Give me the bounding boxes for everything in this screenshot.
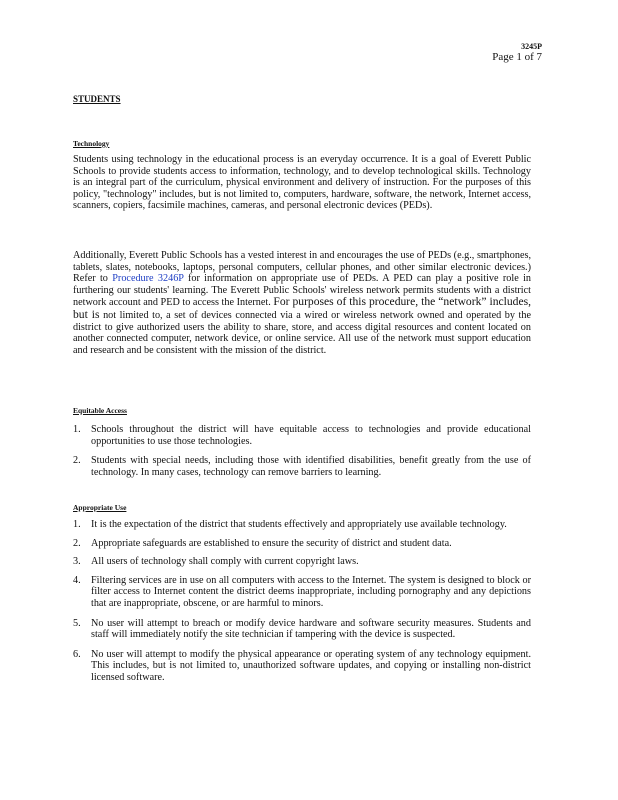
appropriate-use-list (73, 519, 531, 684)
list-item-text: Appropriate safeguards are established to ensure the security of district and student data. (91, 537, 452, 549)
p2-text-end: not limited to, a set of devices connected via a wired or wireless network owned and operated by the district to give authorized users the ability to share, store, and access digital resources and content located on another connected computer, network device, or online service. All use of the network must support education and research and be consistent with the mission of the district. (73, 309, 532, 356)
technology-heading: Technology (73, 139, 110, 148)
list-item-number: 1. (73, 519, 81, 530)
list-item-number: 4. (73, 574, 81, 586)
list-item-text: All users of technology shall comply with current copyright laws. (91, 556, 359, 568)
procedure-3246p-link[interactable]: Procedure 3246P (112, 273, 184, 285)
list-item-number: 6. (73, 648, 81, 660)
list-item (73, 556, 531, 568)
p2-text-before-link: Additionally, Everett Public Schools has a vested interest in and encourages the use of PEDs (e.g., smartphones, tablets, slates, notebooks, laptops, personal computers, cellular phones, and other similar electronic devices.) Refer to (73, 250, 531, 285)
appropriate-use-heading: Appropriate Use (73, 503, 127, 512)
p2-text-after-link: for information on appropriate use of PEDs. A PED can play a positive role in furthering our students' learning. The Everett Public Schools' wireless network permits students with a district network account and PED to access the Internet. (73, 273, 531, 309)
list-item (73, 649, 531, 684)
equitable-access-list (73, 424, 531, 478)
list-item (73, 618, 531, 641)
equitable-access-heading: Equitable Access (73, 406, 127, 415)
list-item-number: 5. (73, 617, 81, 629)
p2-network-definition-emphasis: For purposes of this procedure, the “network” includes, but is (73, 295, 532, 321)
list-item-text: No user will attempt to breach or modify device hardware and software security measures. Students and staff will immediately notify the site technician if tampering with the device is suspected. (91, 617, 531, 641)
list-item (73, 519, 531, 531)
list-item-number: 2. (73, 455, 81, 467)
list-item-number: 1. (73, 424, 81, 435)
list-item-text: Schools throughout the district will have equitable access to technologies and provide educational opportunities to use those technologies. (91, 424, 531, 447)
list-item (73, 455, 531, 478)
page-number: Page 1 of 7 (492, 51, 542, 63)
list-item (73, 538, 531, 550)
section-title: STUDENTS (73, 94, 121, 104)
list-item-text: Students with special needs, including those with identified disabilities, benefit greatly from the use of technology. In many cases, technology can remove barriers to learning. (91, 455, 531, 478)
list-item (73, 575, 531, 610)
list-item-text: It is the expectation of the district that students effectively and appropriately use available technology. (91, 519, 507, 530)
technology-paragraph-1-text: Students using technology in the educational process is an everyday occurrence. It is a goal of Everett Public Schools to provide students access to information, technology, and to develop technological skills. Technology is an integral part of the curriculum, physical environment and delivery of instruction. For the purposes of this policy, "technology" includes, but is not limited to, computers, hardware, software, the network, Internet access, scanners, copiers, facsimile machines, cameras, and personal electronic devices (PEDs). (73, 154, 531, 212)
list-item (73, 424, 531, 447)
list-item-text: Filtering services are in use on all computers with access to the Internet. The system is designed to block or filter access to Internet content the district deems inappropriate, including pornography and any depictions that are inappropriate, obscene, or are harmful to minors. (91, 574, 531, 609)
technology-paragraph-2 (73, 250, 531, 356)
list-item-text: No user will attempt to modify the physical appearance or operating system of any technology equipment. This includes, but is not limited to, unauthorized software updates, and copying or installing non-district licensed software. (91, 648, 531, 683)
procedure-code: 3245P (521, 42, 542, 51)
list-item-number: 3. (73, 556, 81, 568)
technology-paragraph-1 (73, 154, 531, 212)
list-item-number: 2. (73, 537, 81, 549)
